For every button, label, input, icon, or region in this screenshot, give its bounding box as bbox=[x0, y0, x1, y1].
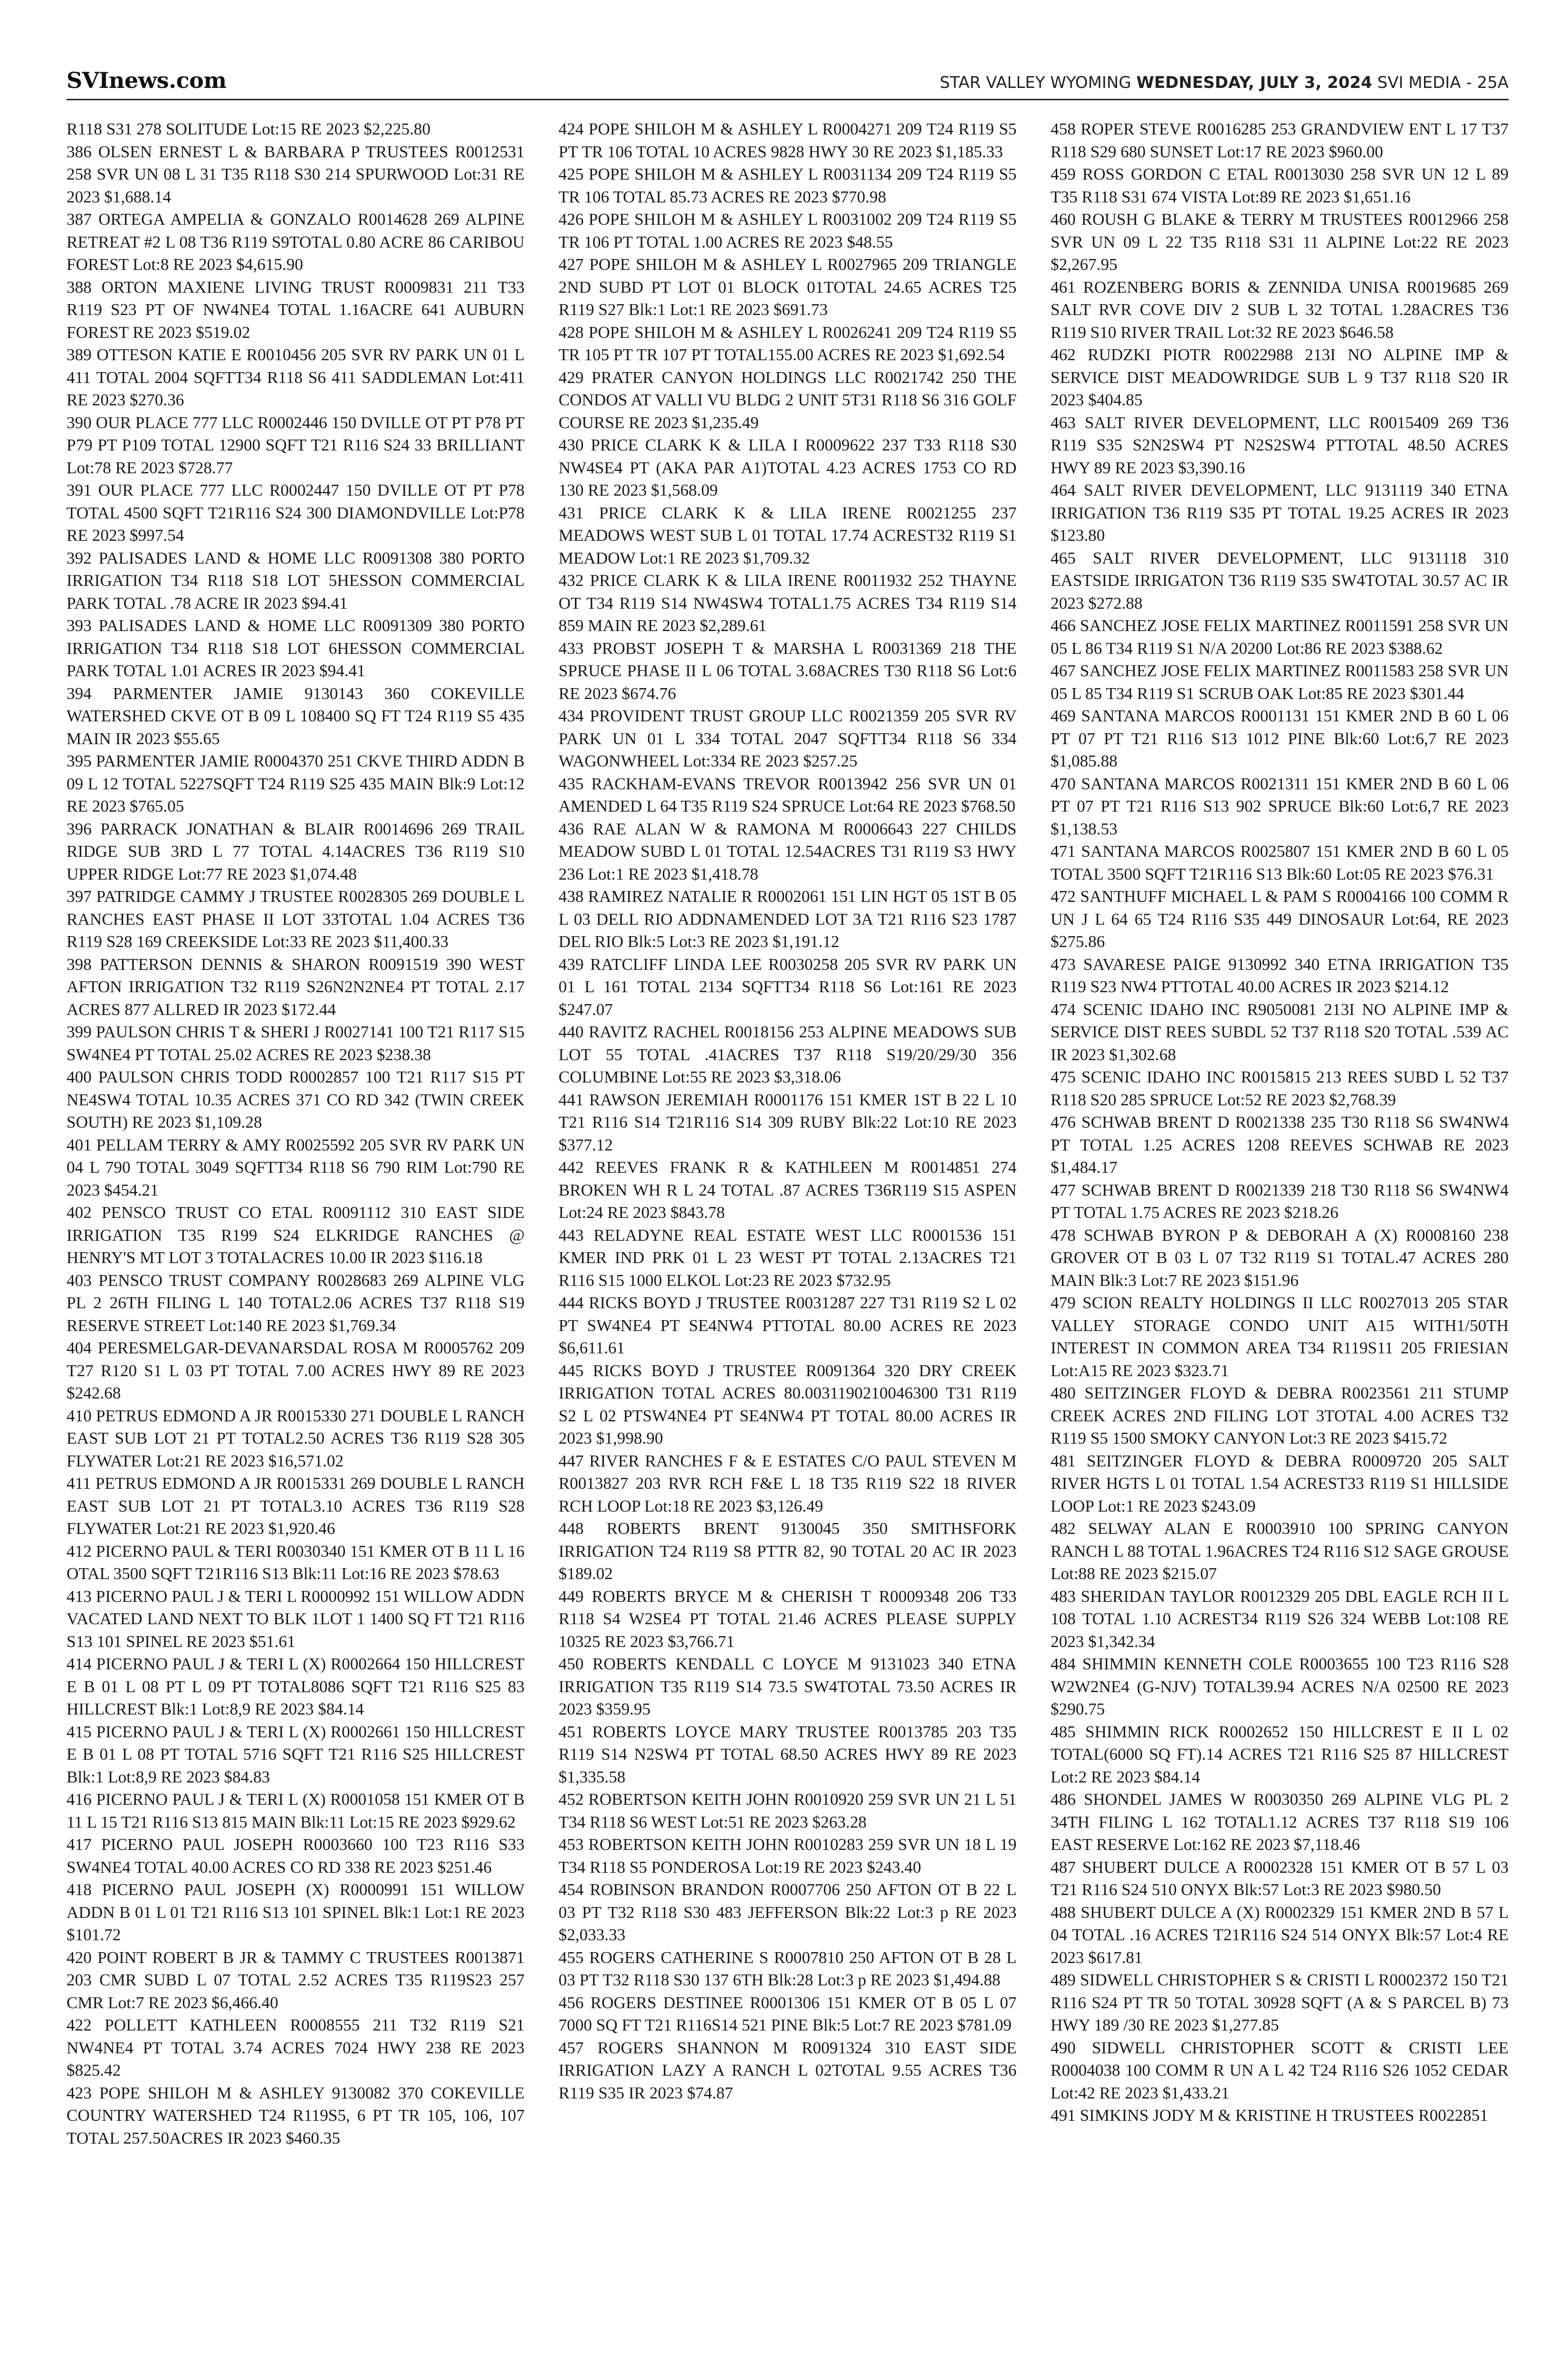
listing-entry: 447 RIVER RANCHES F & E ESTATES C/O PAUL STEVEN M R0013827 203 RVR RCH F&E L 18 T35 R119 S22 18 RIVER RCH LOOP Lot:18 RE 2023 $3,126.49 bbox=[558, 1451, 1017, 1515]
page-header bbox=[67, 66, 1509, 100]
page-label: SVI MEDIA - 25A bbox=[1377, 73, 1509, 92]
listing-entry: 403 PENSCO TRUST COMPANY R0028683 269 ALPINE VLG PL 2 26TH FILING L 140 TOTAL2.06 ACRES T37 R118 S19 RESERVE STREET Lot:140 RE 2023 $1,769.34 bbox=[67, 1271, 525, 1335]
listing-entry: 474 SCENIC IDAHO INC R9050081 213I NO ALPINE IMP & SERVICE DIST REES SUBDL 52 T37 R118 S20 TOTAL .539 AC IR 2023 $1,302.68 bbox=[1051, 1000, 1509, 1064]
listing-entry: R118 S31 278 SOLITUDE Lot:15 RE 2023 $2,225.80 bbox=[67, 120, 430, 138]
column-1 bbox=[67, 118, 525, 2376]
listing-entry: 442 REEVES FRANK R & KATHLEEN M R0014851 274 BROKEN WH R L 24 TOTAL .87 ACRES T36R119 S15 ASPEN Lot:24 RE 2023 $843.78 bbox=[558, 1158, 1017, 1222]
listing-entry: 489 SIDWELL CHRISTOPHER S & CRISTI L R0002372 150 T21 R116 S24 PT TR 50 TOTAL 30928 SQFT (A & S PARCEL B) 73 HWY 189 /30 RE 2023 $1,277.85 bbox=[1051, 1971, 1509, 2034]
listing-entry: 443 RELADYNE REAL ESTATE WEST LLC R0001536 151 KMER IND PRK 01 L 23 WEST PT TOTAL 2.13ACRES T21 R116 S15 1000 ELKOL Lot:23 RE 2023 $732.95 bbox=[558, 1226, 1017, 1290]
date: WEDNESDAY, JULY 3, 2024 bbox=[1136, 73, 1372, 92]
listing-entry: 453 ROBERTSON KEITH JOHN R0010283 259 SVR UN 18 L 19 T34 R118 S5 PONDEROSA Lot:19 RE 2023 $243.40 bbox=[558, 1835, 1017, 1877]
listing-entry: 413 PICERNO PAUL J & TERI L R0000992 151 WILLOW ADDN VACATED LAND NEXT TO BLK 1LOT 1 1400 SQ FT T21 R116 S13 101 SPINEL RE 2023 $51.61 bbox=[67, 1587, 525, 1651]
listing-entry: 425 POPE SHILOH M & ASHLEY L R0031134 209 T24 R119 S5 TR 106 TOTAL 85.73 ACRES RE 2023 $770.98 bbox=[558, 165, 1017, 206]
listing-entry: 465 SALT RIVER DEVELOPMENT, LLC 9131118 310 EASTSIDE IRRIGATON T36 R119 S35 SW4TOTAL 30.57 AC IR 2023 $272.88 bbox=[1051, 548, 1509, 613]
listing-entry: 472 SANTHUFF MICHAEL L & PAM S R0004166 100 COMM R UN J L 64 65 T24 R116 S35 449 DINOSAUR Lot:64, RE 2023 $275.86 bbox=[1051, 887, 1509, 951]
listing-entry: 411 PETRUS EDMOND A JR R0015331 269 DOUBLE L RANCH EAST SUB LOT 21 PT TOTAL3.10 ACRES T36 R119 S28 FLYWATER Lot:21 RE 2023 $1,920.46 bbox=[67, 1474, 525, 1538]
listing-entry: 441 RAWSON JEREMIAH R0001176 151 KMER 1ST B 22 L 10 T21 R116 S14 T21R116 S14 309 RUBY Blk:22 Lot:10 RE 2023 $377.12 bbox=[558, 1090, 1017, 1154]
location: STAR VALLEY WYOMING bbox=[939, 73, 1131, 92]
listing-entry: 445 RICKS BOYD J TRUSTEE R0091364 320 DRY CREEK IRRIGATION TOTAL ACRES 80.0031190210046300 T31 R119 S2 L 02 PTSW4NE4 PT SE4NW4 PT TOTAL 80.00 ACRES IR 2023 $1,998.90 bbox=[558, 1361, 1017, 1447]
listing-entry: 429 PRATER CANYON HOLDINGS LLC R0021742 250 THE CONDOS AT VALLI VU BLDG 2 UNIT 5T31 R118 S6 316 GOLF COURSE RE 2023 $1,235.49 bbox=[558, 368, 1017, 432]
listing-entry: 389 OTTESON KATIE E R0010456 205 SVR RV PARK UN 01 L 411 TOTAL 2004 SQFTT34 R118 S6 411 SADDLEMAN Lot:411 RE 2023 $270.36 bbox=[67, 345, 525, 409]
listing-entry: 455 ROGERS CATHERINE S R0007810 250 AFTON OT B 28 L 03 PT T32 R118 S30 137 6TH Blk:28 Lot:3 p RE 2023 $1,494.88 bbox=[558, 1948, 1017, 1989]
listing-entry: 426 POPE SHILOH M & ASHLEY L R0031002 209 T24 R119 S5 TR 106 PT TOTAL 1.00 ACRES RE 2023 $48.55 bbox=[558, 210, 1017, 251]
listing-entry: 418 PICERNO PAUL JOSEPH (X) R0000991 151 WILLOW ADDN B 01 L 01 T21 R116 S13 101 SPINEL Blk:1 Lot:1 RE 2023 $101.72 bbox=[67, 1880, 525, 1944]
listing-entry: 450 ROBERTS KENDALL C LOYCE M 9131023 340 ETNA IRRIGATION T35 R119 S14 73.5 SW4TOTAL 73.50 ACRES IR 2023 $359.95 bbox=[558, 1655, 1017, 1718]
listing-entry: 395 PARMENTER JAMIE R0004370 251 CKVE THIRD ADDN B 09 L 12 TOTAL 5227SQFT T24 R119 S25 435 MAIN Blk:9 Lot:12 RE 2023 $765.05 bbox=[67, 752, 525, 815]
listing-entry: 467 SANCHEZ JOSE FELIX MARTINEZ R0011583 258 SVR UN 05 L 85 T34 R119 S1 SCRUB OAK Lot:85 RE 2023 $301.44 bbox=[1051, 661, 1509, 703]
listing-columns bbox=[67, 118, 1509, 2376]
listing-entry: 461 ROZENBERG BORIS & ZENNIDA UNISA R0019685 269 SALT RVR COVE DIV 2 SUB L 32 TOTAL 1.28ACRES T36 R119 S10 RIVER TRAIL Lot:32 RE 2023 $646.58 bbox=[1051, 278, 1509, 342]
listing-entry: 490 SIDWELL CHRISTOPHER SCOTT & CRISTI LEE R0004038 100 COMM R UN A L 42 T24 R116 S26 1052 CEDAR Lot:42 RE 2023 $1,433.21 bbox=[1051, 2038, 1509, 2102]
listing-entry: 427 POPE SHILOH M & ASHLEY L R0027965 209 TRIANGLE 2ND SUBD PT LOT 01 BLOCK 01TOTAL 24.65 ACRES T25 R119 S27 Blk:1 Lot:1 RE 2023 $691.73 bbox=[558, 255, 1017, 319]
listing-entry: 390 OUR PLACE 777 LLC R0002446 150 DVILLE OT PT P78 PT P79 PT P109 TOTAL 12900 SQFT T21 R116 S24 33 BRILLIANT Lot:78 RE 2023 $728.77 bbox=[67, 413, 525, 477]
listing-entry: 482 SELWAY ALAN E R0003910 100 SPRING CANYON RANCH L 88 TOTAL 1.96ACRES T24 R116 S12 SAGE GROUSE Lot:88 RE 2023 $215.07 bbox=[1051, 1519, 1509, 1583]
listing-entry: 396 PARRACK JONATHAN & BLAIR R0014696 269 TRAIL RIDGE SUB 3RD L 77 TOTAL 4.14ACRES T36 R119 S10 UPPER RIDGE Lot:77 RE 2023 $1,074.48 bbox=[67, 819, 525, 883]
listing-entry: 412 PICERNO PAUL & TERI R0030340 151 KMER OT B 11 L 16 OTAL 3500 SQFT T21R116 S13 Blk:11 Lot:16 RE 2023 $78.63 bbox=[67, 1542, 525, 1583]
listing-entry: 392 PALISADES LAND & HOME LLC R0091308 380 PORTO IRRIGATION T34 R118 S18 LOT 5HESSON COMMERCIAL PARK TOTAL .78 ACRE IR 2023 $94.41 bbox=[67, 548, 525, 613]
listing-entry: 476 SCHWAB BRENT D R0021338 235 T30 R118 S6 SW4NW4 PT TOTAL 1.25 ACRES 1208 REEVES SCHWAB RE 2023 $1,484.17 bbox=[1051, 1113, 1509, 1177]
listing-entry: 491 SIMKINS JODY M & KRISTINE H TRUSTEES R0022851 bbox=[1051, 2106, 1488, 2125]
listing-entry: 388 ORTON MAXIENE LIVING TRUST R0009831 211 T33 R119 S23 PT OF NW4NE4 TOTAL 1.16ACRE 641 AUBURN FOREST RE 2023 $519.02 bbox=[67, 278, 525, 342]
dateline bbox=[940, 73, 1509, 92]
listing-entry: 444 RICKS BOYD J TRUSTEE R0031287 227 T31 R119 S2 L 02 PT SW4NE4 PT SE4NW4 PTTOTAL 80.00 ACRES RE 2023 $6,611.61 bbox=[558, 1293, 1017, 1357]
listing-entry: 479 SCION REALTY HOLDINGS II LLC R0027013 205 STAR VALLEY STORAGE CONDO UNIT A15 WITH1/50TH INTEREST IN COMMON AREA T34 R119S11 205 FRIESIAN Lot:A15 RE 2023 $323.71 bbox=[1051, 1293, 1509, 1380]
listing-entry: 423 POPE SHILOH M & ASHLEY 9130082 370 COKEVILLE COUNTRY WATERSHED T24 R119S5, 6 PT TR 105, 106, 107 TOTAL 257.50ACRES IR 2023 $460.35 bbox=[67, 2083, 525, 2147]
listing-entry: 415 PICERNO PAUL J & TERI L (X) R0002661 150 HILLCREST E B 01 L 08 PT TOTAL 5716 SQFT T21 R116 S25 HILLCREST Blk:1 Lot:8,9 RE 2023 $84.83 bbox=[67, 1722, 525, 1786]
listing-entry: 471 SANTANA MARCOS R0025807 151 KMER 2ND B 60 L 05 TOTAL 3500 SQFT T21R116 S13 Blk:60 Lot:05 RE 2023 $76.31 bbox=[1051, 842, 1509, 883]
listing-entry: 422 POLLETT KATHLEEN R0008555 211 T32 R119 S21 NW4NE4 PT TOTAL 3.74 ACRES 7024 HWY 238 RE 2023 $825.42 bbox=[67, 2016, 525, 2079]
listing-entry: 481 SEITZINGER FLOYD & DEBRA R0009720 205 SALT RIVER HGTS L 01 TOTAL 1.54 ACREST33 R119 S1 HILLSIDE LOOP Lot:1 RE 2023 $243.09 bbox=[1051, 1451, 1509, 1515]
listing-entry: 457 ROGERS SHANNON M R0091324 310 EAST SIDE IRRIGATION LAZY A RANCH L 02TOTAL 9.55 ACRES T36 R119 S35 IR 2023 $74.87 bbox=[558, 2038, 1017, 2102]
listing-entry: 477 SCHWAB BRENT D R0021339 218 T30 R118 S6 SW4NW4 PT TOTAL 1.75 ACRES RE 2023 $218.26 bbox=[1051, 1180, 1509, 1222]
listing-entry: 399 PAULSON CHRIS T & SHERI J R0027141 100 T21 R117 S15 SW4NE4 PT TOTAL 25.02 ACRES RE 2023 $238.38 bbox=[67, 1023, 525, 1064]
listing-entry: 400 PAULSON CHRIS TODD R0002857 100 T21 R117 S15 PT NE4SW4 TOTAL 10.35 ACRES 371 CO RD 342 (TWIN CREEK SOUTH) RE 2023 $1,109.28 bbox=[67, 1068, 525, 1131]
listing-entry: 460 ROUSH G BLAKE & TERRY M TRUSTEES R0012966 258 SVR UN 09 L 22 T35 R118 S31 11 ALPINE Lot:22 RE 2023 $2,267.95 bbox=[1051, 210, 1509, 274]
site-name: SVInews.com bbox=[67, 67, 227, 93]
listing-entry: 456 ROGERS DESTINEE R0001306 151 KMER OT B 05 L 07 7000 SQ FT T21 R116S14 521 PINE Blk:5 Lot:7 RE 2023 $781.09 bbox=[558, 1993, 1017, 2034]
listing-entry: 438 RAMIREZ NATALIE R R0002061 151 LIN HGT 05 1ST B 05 L 03 DELL RIO ADDNAMENDED LOT 3A T21 R116 S23 1787 DEL RIO Blk:5 Lot:3 RE 2023 $1,191.12 bbox=[558, 887, 1017, 951]
listing-entry: 469 SANTANA MARCOS R0001131 151 KMER 2ND B 60 L 06 PT 07 PT T21 R116 S13 1012 PINE Blk:60 Lot:6,7 RE 2023 $1,085.88 bbox=[1051, 707, 1509, 770]
listing-entry: 470 SANTANA MARCOS R0021311 151 KMER 2ND B 60 L 06 PT 07 PT T21 R116 S13 902 SPRUCE Blk:60 Lot:6,7 RE 2023 $1,138.53 bbox=[1051, 774, 1509, 838]
listing-entry: 439 RATCLIFF LINDA LEE R0030258 205 SVR RV PARK UN 01 L 161 TOTAL 2134 SQFTT34 R118 S6 Lot:161 RE 2023 $247.07 bbox=[558, 955, 1017, 1019]
listing-entry: 487 SHUBERT DULCE A R0002328 151 KMER OT B 57 L 03 T21 R116 S24 510 ONYX Blk:57 Lot:3 RE 2023 $980.50 bbox=[1051, 1858, 1509, 1899]
listing-entry: 485 SHIMMIN RICK R0002652 150 HILLCREST E II L 02 TOTAL(6000 SQ FT).14 ACRES T21 R116 S25 87 HILLCREST Lot:2 RE 2023 $84.14 bbox=[1051, 1722, 1509, 1786]
listing-entry: 473 SAVARESE PAIGE 9130992 340 ETNA IRRIGATION T35 R119 S23 NW4 PTTOTAL 40.00 ACRES IR 2023 $214.12 bbox=[1051, 955, 1509, 996]
listing-entry: 452 ROBERTSON KEITH JOHN R0010920 259 SVR UN 21 L 51 T34 R118 S6 WEST Lot:51 RE 2023 $263.28 bbox=[558, 1790, 1017, 1831]
listing-entry: 433 PROBST JOSEPH T & MARSHA L R0031369 218 THE SPRUCE PHASE II L 06 TOTAL 3.68ACRES T30 R118 S6 Lot:6 RE 2023 $674.76 bbox=[558, 639, 1017, 703]
listing-entry: 397 PATRIDGE CAMMY J TRUSTEE R0028305 269 DOUBLE L RANCHES EAST PHASE II LOT 33TOTAL 1.04 ACRES T36 R119 S28 169 CREEKSIDE Lot:33 RE 2023 $11,400.33 bbox=[67, 887, 525, 951]
listing-entry: 464 SALT RIVER DEVELOPMENT, LLC 9131119 340 ETNA IRRIGATION T36 R119 S35 PT TOTAL 19.25 ACRES IR 2023 $123.80 bbox=[1051, 481, 1509, 545]
listing-entry: 454 ROBINSON BRANDON R0007706 250 AFTON OT B 22 L 03 PT T32 R118 S30 483 JEFFERSON Blk:22 Lot:3 p RE 2023 $2,033.33 bbox=[558, 1880, 1017, 1944]
listing-entry: 428 POPE SHILOH M & ASHLEY L R0026241 209 T24 R119 S5 TR 105 PT TR 107 PT TOTAL155.00 ACRES RE 2023 $1,692.54 bbox=[558, 323, 1017, 364]
listing-entry: 486 SHONDEL JAMES W R0030350 269 ALPINE VLG PL 2 34TH FILING L 162 TOTAL1.12 ACRES T37 R118 S19 106 EAST RESERVE Lot:162 RE 2023 $7,118.46 bbox=[1051, 1790, 1509, 1854]
column-2 bbox=[559, 118, 1017, 2376]
listing-entry: 398 PATTERSON DENNIS & SHARON R0091519 390 WEST AFTON IRRIGATION T32 R119 S26N2N2NE4 PT TOTAL 2.17 ACRES 877 ALLRED IR 2023 $172.44 bbox=[67, 955, 525, 1019]
listing-entry: 424 POPE SHILOH M & ASHLEY L R0004271 209 T24 R119 S5 PT TR 106 TOTAL 10 ACRES 9828 HWY 30 RE 2023 $1,185.33 bbox=[558, 120, 1017, 161]
listing-entry: 488 SHUBERT DULCE A (X) R0002329 151 KMER 2ND B 57 L 04 TOTAL .16 ACRES T21R116 S24 514 ONYX Blk:57 Lot:4 RE 2023 $617.81 bbox=[1051, 1903, 1509, 1967]
listing-entry: 466 SANCHEZ JOSE FELIX MARTINEZ R0011591 258 SVR UN 05 L 86 T34 R119 S1 N/A 20200 Lot:86 RE 2023 $388.62 bbox=[1051, 616, 1509, 658]
listing-entry: 387 ORTEGA AMPELIA & GONZALO R0014628 269 ALPINE RETREAT #2 L 08 T36 R119 S9TOTAL 0.80 ACRE 86 CARIBOU FOREST Lot:8 RE 2023 $4,615.90 bbox=[67, 210, 525, 274]
listing-entry: 410 PETRUS EDMOND A JR R0015330 271 DOUBLE L RANCH EAST SUB LOT 21 PT TOTAL2.50 ACRES T36 R119 S28 305 FLYWATER Lot:21 RE 2023 $16,571.02 bbox=[67, 1406, 525, 1470]
listing-entry: 462 RUDZKI PIOTR R0022988 213I NO ALPINE IMP & SERVICE DIST MEADOWRIDGE SUB L 9 T37 R118 S20 IR 2023 $404.85 bbox=[1051, 345, 1509, 409]
listing-entry: 401 PELLAM TERRY & AMY R0025592 205 SVR RV PARK UN 04 L 790 TOTAL 3049 SQFTT34 R118 S6 790 RIM Lot:790 RE 2023 $454.21 bbox=[67, 1135, 525, 1199]
listing-entry: 449 ROBERTS BRYCE M & CHERISH T R0009348 206 T33 R118 S4 W2SE4 PT TOTAL 21.46 ACRES PLEASE SUPPLY 10325 RE 2023 $3,766.71 bbox=[558, 1587, 1017, 1651]
listing-entry: 483 SHERIDAN TAYLOR R0012329 205 DBL EAGLE RCH II L 108 TOTAL 1.10 ACREST34 R119 S26 324 WEBB Lot:108 RE 2023 $1,342.34 bbox=[1051, 1587, 1509, 1651]
listing-entry: 430 PRICE CLARK K & LILA I R0009622 237 T33 R118 S30 NW4SE4 PT (AKA PAR A1)TOTAL 4.23 ACRES 1753 CO RD 130 RE 2023 $1,568.09 bbox=[558, 436, 1017, 499]
listing-entry: 414 PICERNO PAUL J & TERI L (X) R0002664 150 HILLCREST E B 01 L 08 PT L 09 PT TOTAL8086 SQFT T21 R116 S25 83 HILLCREST Blk:1 Lot:8,9 RE 2023 $84.14 bbox=[67, 1655, 525, 1718]
listing-entry: 475 SCENIC IDAHO INC R0015815 213 REES SUBD L 52 T37 R118 S20 285 SPRUCE Lot:52 RE 2023 $2,768.39 bbox=[1051, 1068, 1509, 1109]
listing-entry: 386 OLSEN ERNEST L & BARBARA P TRUSTEES R0012531 258 SVR UN 08 L 31 T35 R118 S30 214 SPURWOOD Lot:31 RE 2023 $1,688.14 bbox=[67, 142, 525, 206]
listing-entry: 417 PICERNO PAUL JOSEPH R0003660 100 T23 R116 S33 SW4NE4 TOTAL 40.00 ACRES CO RD 338 RE 2023 $251.46 bbox=[67, 1835, 525, 1877]
listing-entry: 420 POINT ROBERT B JR & TAMMY C TRUSTEES R0013871 203 CMR SUBD L 07 TOTAL 2.52 ACRES T35 R119S23 257 CMR Lot:7 RE 2023 $6,466.40 bbox=[67, 1948, 525, 2012]
listing-entry: 391 OUR PLACE 777 LLC R0002447 150 DVILLE OT PT P78 TOTAL 4500 SQFT T21R116 S24 300 DIAMONDVILLE Lot:P78 RE 2023 $997.54 bbox=[67, 481, 525, 545]
listing-entry: 436 RAE ALAN W & RAMONA M R0006643 227 CHILDS MEADOW SUBD L 01 TOTAL 12.54ACRES T31 R119 S3 HWY 236 Lot:1 RE 2023 $1,418.78 bbox=[558, 819, 1017, 883]
listing-entry: 435 RACKHAM-EVANS TREVOR R0013942 256 SVR UN 01 AMENDED L 64 T35 R119 S24 SPRUCE Lot:64 RE 2023 $768.50 bbox=[558, 774, 1017, 815]
listing-entry: 440 RAVITZ RACHEL R0018156 253 ALPINE MEADOWS SUB LOT 55 TOTAL .41ACRES T37 R118 S19/20/29/30 356 COLUMBINE Lot:55 RE 2023 $3,318.06 bbox=[558, 1023, 1017, 1086]
listing-entry: 463 SALT RIVER DEVELOPMENT, LLC R0015409 269 T36 R119 S35 S2N2SW4 PT N2S2SW4 PTTOTAL 48.50 ACRES HWY 89 RE 2023 $3,390.16 bbox=[1051, 413, 1509, 477]
listing-entry: 404 PERESMELGAR-DEVANARSDAL ROSA M R0005762 209 T27 R120 S1 L 03 PT TOTAL 7.00 ACRES HWY 89 RE 2023 $242.68 bbox=[67, 1339, 525, 1402]
listing-entry: 451 ROBERTS LOYCE MARY TRUSTEE R0013785 203 T35 R119 S14 N2SW4 PT TOTAL 68.50 ACRES HWY 89 RE 2023 $1,335.58 bbox=[558, 1722, 1017, 1786]
column-3 bbox=[1051, 118, 1509, 2376]
listing-entry: 416 PICERNO PAUL J & TERI L (X) R0001058 151 KMER OT B 11 L 15 T21 R116 S13 815 MAIN Blk:11 Lot:15 RE 2023 $929.62 bbox=[67, 1790, 525, 1831]
listing-entry: 458 ROPER STEVE R0016285 253 GRANDVIEW ENT L 17 T37 R118 S29 680 SUNSET Lot:17 RE 2023 $960.00 bbox=[1051, 120, 1509, 161]
listing-entry: 478 SCHWAB BYRON P & DEBORAH A (X) R0008160 238 GROVER OT B 03 L 07 T32 R119 S1 TOTAL.47 ACRES 280 MAIN Blk:3 Lot:7 RE 2023 $151.96 bbox=[1051, 1226, 1509, 1290]
listing-entry: 431 PRICE CLARK K & LILA IRENE R0021255 237 MEADOWS WEST SUB L 01 TOTAL 17.74 ACREST32 R119 S1 MEADOW Lot:1 RE 2023 $1,709.32 bbox=[558, 503, 1017, 567]
listing-entry: 394 PARMENTER JAMIE 9130143 360 COKEVILLE WATERSHED CKVE OT B 09 L 108400 SQ FT T24 R119 S5 435 MAIN IR 2023 $55.65 bbox=[67, 684, 525, 748]
listing-entry: 434 PROVIDENT TRUST GROUP LLC R0021359 205 SVR RV PARK UN 01 L 334 TOTAL 2047 SQFTT34 R118 S6 334 WAGONWHEEL Lot:334 RE 2023 $257.25 bbox=[558, 707, 1017, 770]
listing-entry: 432 PRICE CLARK K & LILA IRENE R0011932 252 THAYNE OT T34 R119 S14 NW4SW4 TOTAL1.75 ACRES T34 R119 S14 859 MAIN RE 2023 $2,289.61 bbox=[558, 571, 1017, 635]
listing-entry: 459 ROSS GORDON C ETAL R0013030 258 SVR UN 12 L 89 T35 R118 S31 674 VISTA Lot:89 RE 2023 $1,651.16 bbox=[1051, 165, 1509, 206]
listing-entry: 480 SEITZINGER FLOYD & DEBRA R0023561 211 STUMP CREEK ACRES 2ND FILING LOT 3TOTAL 4.00 ACRES T32 R119 S5 1500 SMOKY CANYON Lot:3 RE 2023 $415.72 bbox=[1051, 1384, 1509, 1447]
listing-entry: 484 SHIMMIN KENNETH COLE R0003655 100 T23 R116 S28 W2W2NE4 (G-NJV) TOTAL39.94 ACRES N/A 02500 RE 2023 $290.75 bbox=[1051, 1655, 1509, 1718]
listing-entry: 393 PALISADES LAND & HOME LLC R0091309 380 PORTO IRRIGATION T34 R118 S18 LOT 6HESSON COMMERCIAL PARK TOTAL 1.01 ACRES IR 2023 $94.41 bbox=[67, 616, 525, 680]
listing-entry: 402 PENSCO TRUST CO ETAL R0091112 310 EAST SIDE IRRIGATION T35 R199 S24 ELKRIDGE RANCHES @ HENRY'S MT LOT 3 TOTALACRES 10.00 IR 2023 $116.18 bbox=[67, 1203, 525, 1267]
listing-entry: 448 ROBERTS BRENT 9130045 350 SMITHSFORK IRRIGATION T24 R119 S8 PTTR 82, 90 TOTAL 20 AC IR 2023 $189.02 bbox=[558, 1519, 1017, 1583]
